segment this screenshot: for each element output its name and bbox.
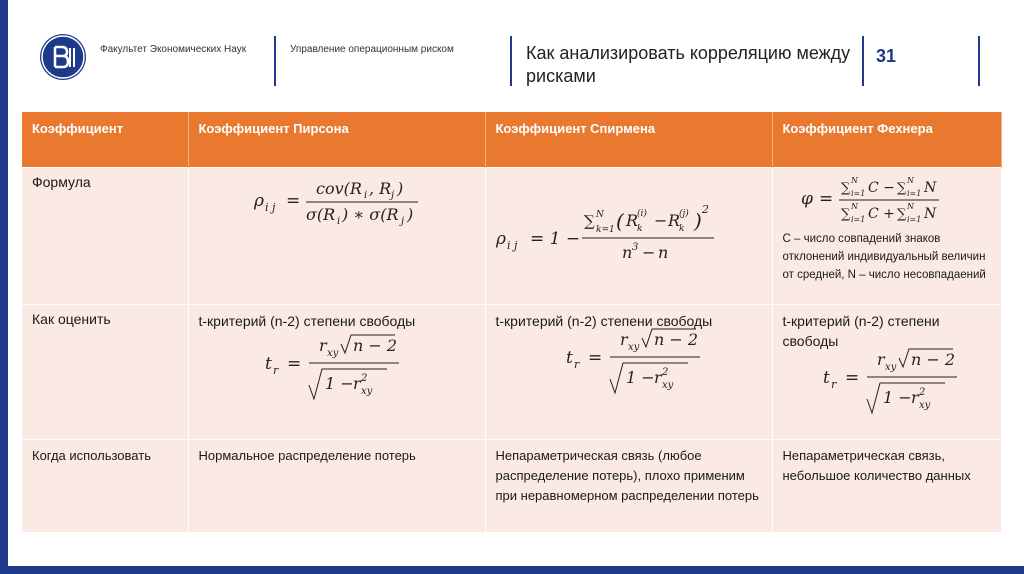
svg-text:R: R (667, 211, 680, 230)
pearson-when-text: Нормальное распределение потерь (198, 448, 416, 463)
svg-text:xy: xy (326, 348, 338, 359)
svg-text:ρ: ρ (495, 229, 506, 249)
svg-text:N: N (923, 180, 936, 196)
slide-title: Как анализировать корреляцию между рисками (526, 43, 851, 86)
svg-text:i=1: i=1 (906, 189, 921, 198)
svg-text:n: n (621, 243, 632, 262)
header-divider (510, 36, 512, 86)
svg-text:n − 2: n − 2 (653, 330, 698, 349)
svg-text:i=1: i=1 (906, 215, 921, 224)
fechner-assess-text: t-критерий (n-2) степени свободы (782, 313, 940, 349)
row-label-when: Когда использовать (32, 448, 151, 463)
svg-text:σ(R: σ(R (305, 205, 335, 224)
svg-text:φ: φ (800, 189, 813, 209)
svg-text:): ) (396, 179, 403, 198)
svg-text:r: r (619, 330, 628, 349)
svg-text:i j: i j (506, 239, 517, 252)
svg-text:i: i (363, 190, 367, 201)
t-statistic-formula (496, 325, 762, 399)
svg-text:xy: xy (360, 386, 372, 397)
page-number: 31 (876, 46, 897, 66)
svg-text:∑: ∑ (896, 207, 906, 222)
fechner-note: C – число совпадений знаков отклонений индивидуальный величин от средней, N – число несовпадаений (782, 233, 986, 281)
svg-text:−: − (653, 211, 667, 230)
bottom-frame-bar (0, 566, 1024, 574)
svg-text:2: 2 (661, 367, 668, 378)
svg-text:xy: xy (661, 380, 673, 391)
svg-text:∑: ∑ (840, 207, 850, 222)
svg-text:=: = (818, 189, 833, 209)
svg-text:r: r (352, 374, 361, 393)
svg-text:R: R (625, 211, 638, 230)
header-divider (274, 36, 276, 86)
header-divider (862, 36, 864, 86)
spearman-when-text: Непараметрическая связь (любое распределение потерь), плохо применим при неравномерном распределении потерь (495, 448, 759, 503)
svg-text:=: = (844, 368, 859, 388)
slide-header (8, 0, 1024, 110)
pearson-assess-text: t-критерий (n-2) степени свободы (198, 313, 416, 329)
row-label-formula: Формула (32, 174, 91, 190)
svg-text:xy: xy (627, 342, 639, 353)
svg-text:, R: , R (368, 179, 391, 198)
svg-text:C −: C − (867, 180, 895, 196)
header-spearman: Коэффициент Спирмена (485, 112, 772, 168)
svg-text:k: k (636, 224, 642, 234)
svg-text:n − 2: n − 2 (910, 350, 955, 369)
svg-text:r: r (910, 388, 919, 407)
svg-text:ρ: ρ (253, 191, 264, 211)
svg-text:i: i (336, 216, 340, 227)
svg-text:2: 2 (360, 373, 367, 384)
svg-text:) ∗ σ(R: ) ∗ σ(R (341, 205, 398, 224)
table-row (22, 440, 1001, 533)
svg-text:): ) (693, 209, 702, 233)
spearman-assess-text: t-критерий (n-2) степени свободы (495, 313, 713, 329)
svg-text:∑: ∑ (583, 212, 595, 230)
course-name: Управление операционным риском (290, 44, 454, 55)
header-coefficient: Коэффициент (22, 112, 188, 168)
svg-text:N: N (923, 206, 936, 222)
svg-text:i j: i j (264, 201, 275, 214)
t-statistic-formula (199, 331, 475, 405)
svg-text:∑: ∑ (896, 181, 906, 196)
table-header-row (22, 112, 1001, 168)
svg-text:i=1: i=1 (850, 215, 865, 224)
svg-text:xy: xy (918, 400, 930, 411)
svg-text:t: t (565, 348, 573, 368)
svg-text:j: j (390, 190, 394, 201)
table-row (22, 305, 1001, 440)
svg-text:(: ( (615, 209, 624, 233)
svg-text:k=1: k=1 (595, 225, 615, 235)
svg-text:N: N (850, 176, 858, 185)
svg-text:t: t (822, 368, 830, 388)
svg-text:n: n (657, 243, 668, 262)
svg-text:(j): (j) (678, 209, 689, 219)
t-statistic-formula (783, 345, 991, 419)
svg-text:3: 3 (631, 242, 638, 253)
svg-text:(i): (i) (636, 209, 647, 219)
left-frame-bar (0, 0, 8, 574)
hse-logo-icon (40, 34, 86, 80)
svg-text:i=1: i=1 (850, 189, 865, 198)
spearman-formula (496, 174, 762, 272)
header-divider (978, 36, 980, 86)
svg-text:=: = (587, 348, 602, 368)
svg-text:r: r (272, 364, 278, 377)
svg-text:−: − (641, 243, 655, 262)
svg-text:t: t (264, 354, 272, 374)
svg-text:r: r (830, 378, 836, 391)
svg-text:=: = (285, 191, 300, 211)
fechner-when-text: Непараметрическая связь, небольшое количество данных (782, 448, 971, 483)
correlation-table (22, 112, 1002, 532)
svg-text:=: = (286, 354, 301, 374)
fechner-formula (783, 174, 991, 230)
svg-text:2: 2 (701, 203, 709, 216)
svg-text:N: N (906, 176, 914, 185)
svg-text:= 1 −: = 1 − (529, 229, 580, 249)
header-fechner: Коэффициент Фехнера (772, 112, 1001, 168)
svg-text:1 −: 1 − (625, 368, 655, 387)
table-row (22, 168, 1001, 305)
svg-text:cov(R: cov(R (315, 179, 362, 198)
svg-text:N: N (906, 202, 914, 211)
header-pearson: Коэффициент Пирсона (188, 112, 485, 168)
svg-text:k: k (678, 224, 684, 234)
svg-text:2: 2 (918, 387, 925, 398)
svg-text:r: r (318, 336, 327, 355)
svg-text:1 −: 1 − (324, 374, 354, 393)
svg-text:j: j (400, 216, 404, 227)
svg-text:r: r (573, 358, 579, 371)
svg-text:): ) (406, 205, 413, 224)
svg-text:N: N (850, 202, 858, 211)
svg-text:∑: ∑ (840, 181, 850, 196)
svg-text:N: N (595, 210, 604, 220)
svg-text:r: r (876, 350, 885, 369)
svg-text:C +: C + (867, 206, 895, 222)
svg-text:r: r (653, 368, 662, 387)
svg-text:1 −: 1 − (882, 388, 912, 407)
svg-text:xy: xy (884, 362, 896, 373)
row-label-assess: Как оценить (32, 311, 111, 327)
svg-text:n − 2: n − 2 (352, 336, 397, 355)
pearson-formula (199, 174, 475, 234)
faculty-name: Факультет Экономических Наук (100, 44, 247, 55)
